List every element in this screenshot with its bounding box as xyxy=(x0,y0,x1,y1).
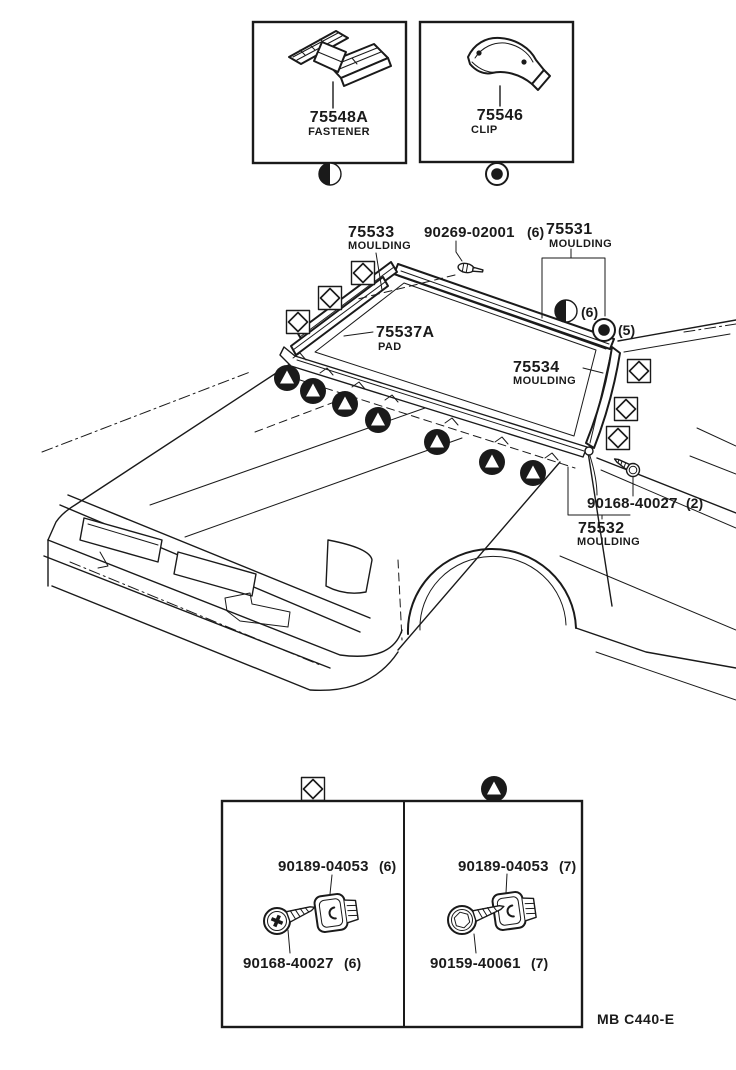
label-90168-40027-outer-qty: (2) xyxy=(686,495,704,511)
label-90159-40061-qty: (7) xyxy=(531,955,549,971)
label-75533: 75533 xyxy=(348,224,395,241)
label-75546: 75546 xyxy=(476,107,524,124)
square-diamond-icon xyxy=(352,262,375,285)
circle-triangle-icon xyxy=(332,391,358,417)
label-90189-04053-right-qty: (7) xyxy=(559,858,577,874)
bullseye-circle-icon xyxy=(486,163,508,185)
label-75537A-caption: PAD xyxy=(378,341,402,353)
circle-triangle-icon xyxy=(479,449,505,475)
circle-triangle-icon xyxy=(481,776,507,802)
square-diamond-icon xyxy=(302,778,325,801)
square-diamond-icon xyxy=(287,311,310,334)
label-fastener-caption: FASTENER xyxy=(308,126,370,138)
square-diamond-icon xyxy=(607,427,630,450)
fastener-illustration xyxy=(289,31,391,86)
square-diamond-icon xyxy=(615,398,638,421)
rivet-drawing xyxy=(457,262,483,275)
inset-box-fastener xyxy=(253,22,406,185)
circle-triangle-icon xyxy=(424,429,450,455)
label-90189-04053-left: 90189-04053 xyxy=(278,858,369,875)
label-75531: 75531 xyxy=(546,221,593,238)
label-75548A: 75548A xyxy=(309,109,369,126)
label-90269-02001: 90269-02001 xyxy=(424,224,515,241)
inset-box-clip xyxy=(420,22,573,185)
circle-triangle-icon xyxy=(365,407,391,433)
square-diamond-icon xyxy=(319,287,342,310)
half-filled-circle-icon xyxy=(319,163,341,185)
bullseye-circle-icon xyxy=(593,319,615,341)
hardware-cell-right xyxy=(430,858,576,972)
label-90168-40027-outer: 90168-40027 xyxy=(587,495,678,512)
circle-triangle-icon xyxy=(274,365,300,391)
label-75531-caption: MOULDING xyxy=(549,238,613,250)
label-75534-caption: MOULDING xyxy=(513,375,577,387)
label-90269-02001-qty: (6) xyxy=(527,224,545,240)
label-90168-40027-box: 90168-40027 xyxy=(243,955,334,972)
label-75534: 75534 xyxy=(513,359,560,376)
label-90189-04053-left-qty: (6) xyxy=(379,858,397,874)
half-filled-circle-icon xyxy=(555,300,577,322)
figure-code: MB C440-E xyxy=(597,1011,675,1027)
label-75532-caption: MOULDING xyxy=(577,536,641,548)
clip-illustration xyxy=(468,38,550,90)
label-75531-clip-qty: (5) xyxy=(618,322,636,338)
label-90189-04053-right: 90189-04053 xyxy=(458,858,549,875)
circle-triangle-icon xyxy=(300,378,326,404)
inset-box-hardware xyxy=(222,776,582,1027)
label-75532: 75532 xyxy=(578,520,625,537)
circle-triangle-icon xyxy=(520,460,546,486)
label-75531-fastener-qty: (6) xyxy=(581,304,599,320)
label-75533-caption: MOULDING xyxy=(348,240,412,252)
label-90168-40027-box-qty: (6) xyxy=(344,955,362,971)
screw-illustration-phillips xyxy=(264,902,316,934)
grommet-illustration xyxy=(314,892,360,933)
label-clip-caption: CLIP xyxy=(471,124,498,136)
square-diamond-icon xyxy=(628,360,651,383)
label-90159-40061: 90159-40061 xyxy=(430,955,521,972)
hardware-cell-left xyxy=(243,858,396,972)
label-75537A: 75537A xyxy=(376,324,435,341)
